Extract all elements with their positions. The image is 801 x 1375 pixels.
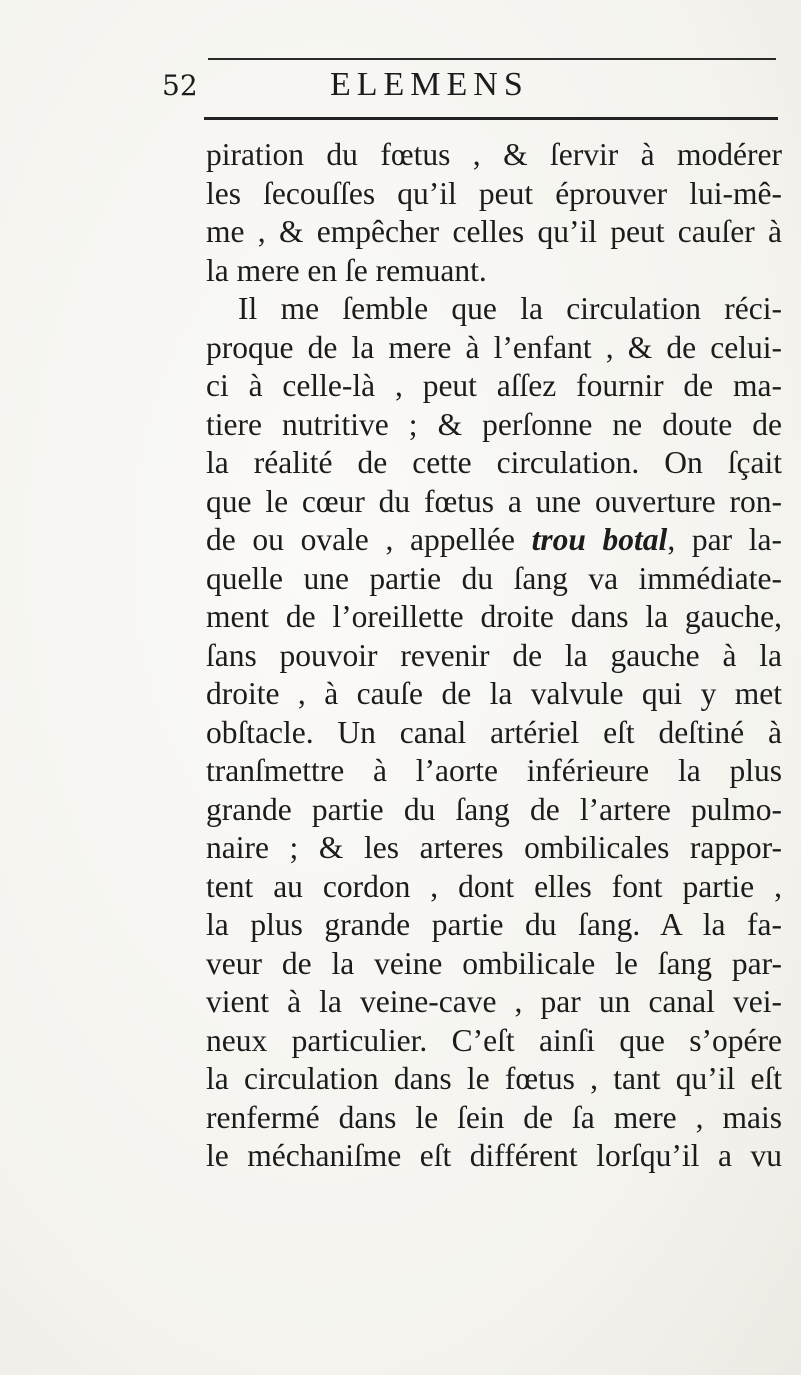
text-line: la mere en ſe remuant. [206,252,487,288]
text-line-with-italic [206,521,782,560]
text-line: renfermé dans le ſein de ſa mere , mais [206,1099,782,1135]
header-rule [204,117,778,120]
text-line: les ſecouſſes qu’il peut éprouver lui-mê- [206,175,782,211]
text-line: Il me ſemble que la circulation réci- [238,291,782,326]
text-line: obſtacle. Un canal artériel eſt deſtiné à [206,714,782,750]
text-line: la réalité de cette circulation. On ſçait [206,445,782,480]
text-line: vient à la veine-cave , par un canal vei- [206,984,782,1019]
text-line: le méchaniſme eſt différent lorſqu’il a vu [206,1138,782,1173]
page-number: 52 [162,69,198,102]
text-line: piration du fœtus , & ſervir à modérer [206,137,782,172]
text-segment: , par la- [667,522,782,557]
text-line: la circulation dans le fœtus , tant qu’il eſt [206,1061,782,1096]
text-line: me , & empêcher celles qu’il peut cauſer à [206,214,782,249]
text-line: naire ; & les arteres ombilicales rappor- [206,830,782,865]
body-text [206,136,782,1176]
text-line: grande partie du ſang de l’artere pulmo- [206,791,782,827]
text-line: que le cœur du fœtus a une ouverture ron- [206,483,782,519]
text-line: tiere nutritive ; & perſonne ne doute de [206,406,782,442]
text-line: ſans pouvoir revenir de la gauche à la [206,637,782,673]
text-segment: de ou ovale , appellée [206,522,515,557]
text-line: quelle une partie du ſang va immédiate- [206,560,782,596]
text-line: proque de la mere à l’enfant , & de celui- [206,329,782,365]
text-line: ment de l’oreillette droite dans la gauche, [206,599,782,634]
text-line: ci à celle-là , peut aſſez fournir de ma- [206,368,782,403]
text-line: neux particulier. C’eſt ainſi que s’opére [206,1022,782,1058]
running-title: ELEMENS [330,66,529,103]
text-line: droite , à cauſe de la valvule qui y met [206,676,782,711]
text-line: tent au cordon , dont elles font partie , [206,868,782,904]
italic-term: trou botal [531,522,668,557]
text-line: tranſmettre à l’aorte inférieure la plus [206,753,782,788]
text-line: veur de la veine ombilicale le ſang par- [206,945,782,981]
text-line: la plus grande partie du ſang. A la fa- [206,907,782,942]
top-rule [208,58,776,60]
